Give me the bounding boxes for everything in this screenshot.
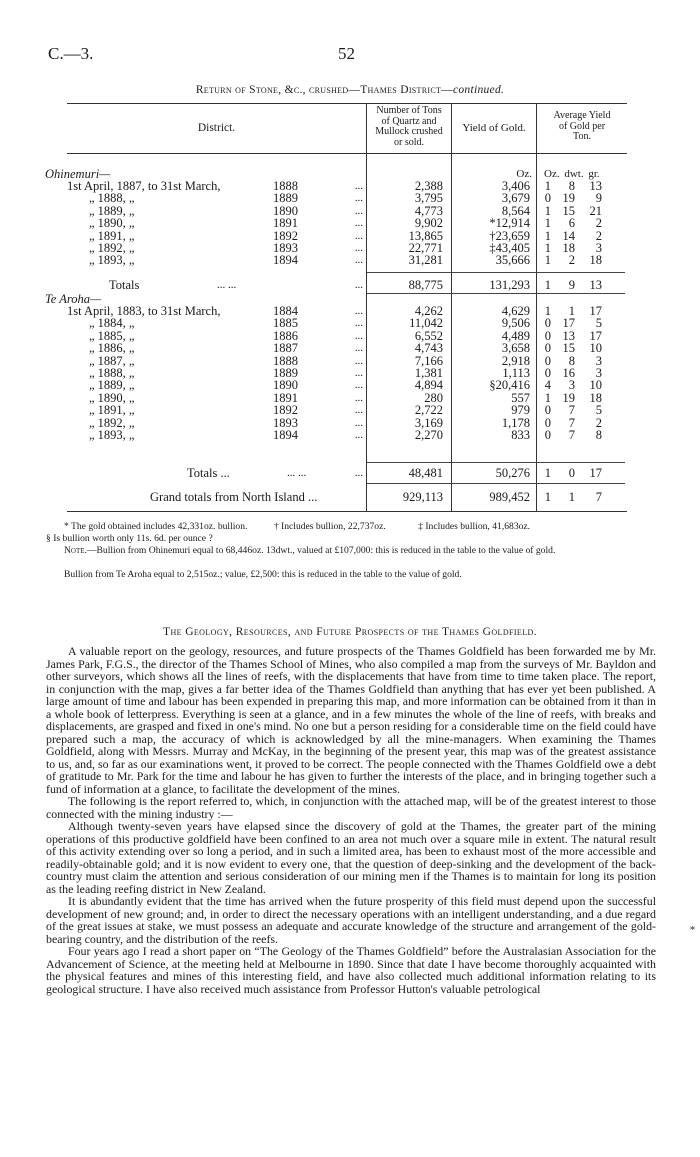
totals-tons: 48,481: [408, 466, 443, 480]
col-header-tons-line: of Quartz and: [381, 115, 437, 127]
row-avg-oz: 0: [544, 353, 551, 368]
row-year-end: 1890: [273, 203, 298, 218]
row-year-end: 1887: [273, 341, 298, 356]
row-avg-oz: 1: [544, 304, 551, 318]
row-gold: 833: [511, 428, 530, 442]
row-tons: 4,894: [414, 378, 443, 393]
col-header-gold: Yield of Gold.: [462, 122, 526, 134]
return-table: [45, 103, 627, 512]
row-year-end: 1886: [273, 328, 298, 343]
col-header-tons-line: or sold.: [394, 136, 424, 148]
row-avg-oz: 1: [544, 241, 551, 255]
row-avg-oz: 1: [544, 390, 551, 405]
paragraph: Although twenty-seven years have elapsed since the discovery of gold at the Thames, the greater part of the mining operations of this productive goldfield have been confined to an area not much over a square mile in extent. The natural result of this activity extending over so long a period, and in such a limited area, has been to exhaust most of the more accessible and readily-obtainable gold; and it is now evident to every one, that the question of deep-sinking and the development of the back-country must claim the attention and serious consideration of our mining men if the Thames is to maintain for long its position as the leading reefing district in New Zealand.: [46, 819, 656, 896]
row-tons: 4,743: [414, 341, 443, 356]
row-avg-gr: 18: [589, 390, 602, 405]
grand-totals-label: Grand totals from North Island ...: [150, 490, 318, 504]
totals-dwt: 0: [568, 466, 575, 480]
row-avg-oz: 1: [544, 179, 551, 193]
table-top-rule: [67, 103, 627, 104]
col-header-district: District.: [197, 122, 236, 134]
row-avg-oz: 0: [544, 316, 551, 331]
row-year-end: 1884: [273, 304, 298, 318]
row-gold: §20,416: [489, 378, 530, 393]
totals-gr: 13: [589, 278, 602, 292]
footnote-note-2: Bullion from Te Aroha equal to 2,515oz.; value, £2,500: this is reduced in the table to the value of gold.: [64, 569, 462, 580]
col-header-tons: [367, 106, 451, 148]
caption-continued: continued.: [452, 84, 505, 96]
row-dots: ...: [354, 404, 363, 417]
row-avg-oz: 4: [544, 378, 551, 393]
col-header-tons-line: Mullock crushed: [375, 126, 443, 137]
row-period: „ 1888, „: [89, 191, 135, 206]
grand-totals-gold: 989,452: [489, 490, 530, 504]
row-avg-dwt: 13: [562, 328, 575, 343]
row-period: „ 1888, „: [89, 366, 135, 380]
row-dots: ...: [354, 279, 363, 291]
totals-dwt: 9: [568, 278, 575, 292]
totals-oz: 1: [544, 278, 551, 292]
footnote-double-dagger: ‡ Includes bullion, 41,683oz.: [418, 521, 531, 532]
row-period: „ 1892, „: [89, 241, 135, 255]
row-dots: ...: [354, 254, 363, 267]
row-year-end: 1894: [273, 428, 298, 442]
row-period: „ 1889, „: [89, 378, 135, 393]
row-gold: 1,113: [502, 366, 530, 380]
row-avg-dwt: 8: [568, 353, 575, 368]
row-avg-oz: 1: [544, 253, 551, 268]
row-avg-gr: 3: [595, 366, 602, 380]
totals-label: Totals ...: [187, 466, 230, 480]
paragraph: Four years ago I read a short paper on “The Geology of the Thames Goldfield” before the Australasian Association for the Advancement of Science, at the meeting held at Melbourne in 1890. Since that date I have become thoroughly acquainted with the physical features and mines of this interesting field, and have also collected much additional information relating to its geological structure. I have also received much assistance from Professor Hutton's valuable petrological: [46, 944, 656, 996]
totals-oz: 1: [544, 466, 551, 480]
section-label-te-aroha: Te Aroha—: [45, 292, 102, 306]
footnote-star: * The gold obtained includes 42,331oz. bullion.: [64, 521, 248, 532]
row-avg-dwt: 7: [568, 415, 575, 430]
row-avg-dwt: 16: [562, 366, 575, 380]
footnote-note: [46, 545, 656, 557]
col-header-tons-line: Number of Tons: [376, 105, 442, 116]
row-gold: 8,564: [501, 203, 530, 218]
row-year-end: 1888: [273, 353, 298, 368]
row-period: „ 1892, „: [89, 415, 135, 430]
note-text: —Bullion from Ohinemuri equal to 68,446oz. 13dwt., valued at £107,000: this is reduced in the table to the value of gold.: [86, 545, 556, 556]
row-year-end: 1891: [273, 216, 298, 231]
totals-gold: 131,293: [489, 278, 530, 292]
subtotal-rule: [367, 483, 625, 484]
row-avg-dwt: 6: [568, 216, 575, 231]
totals-gr: 17: [589, 466, 602, 480]
row-dots: ...: [354, 204, 363, 217]
row-dots: ...: [354, 429, 363, 441]
row-avg-gr: 9: [595, 191, 602, 206]
row-dots: ...: [354, 329, 363, 342]
col-header-avg-line: Ton.: [573, 131, 591, 142]
header-bottom-rule: [67, 153, 627, 154]
row-year-end: 1889: [273, 366, 298, 380]
row-tons: 2,722: [414, 403, 443, 418]
grand-totals-dwt: 1: [568, 490, 575, 504]
section-title: The Geology, Resources, and Future Prospects of the Thames Goldfield.: [163, 626, 537, 638]
row-period: 1st April, 1883, to 31st March,: [67, 304, 221, 318]
subtotal-rule: [367, 462, 625, 463]
row-avg-dwt: 15: [562, 341, 575, 356]
row-period: 1st April, 1887, to 31st March,: [67, 179, 221, 193]
row-avg-oz: 1: [544, 228, 551, 243]
row-avg-gr: 2: [595, 228, 602, 243]
page-number: 52: [338, 44, 355, 63]
row-gold: 2,918: [501, 353, 530, 368]
margin-mark: *: [690, 925, 695, 936]
row-tons: 7,166: [414, 353, 443, 368]
row-avg-gr: 5: [595, 403, 602, 418]
footnote-section: § Is bullion worth only 11s. 6d. per ounce ?: [46, 533, 213, 544]
row-avg-dwt: 17: [562, 316, 575, 331]
row-period: „ 1884, „: [89, 316, 135, 331]
paragraph: A valuable report on the geology, resources, and future prospects of the Thames Goldfield has been forwarded me by Mr. James Park, F.G.S., the director of the Thames School of Mines, who also compiled a map from the surveys of Mr. Bayldon and other surveyors, which shows all the lines of reefs, with the displacements that have from time to time taken place. The report, in conjunction with the map, gives a far better idea of the Thames Goldfield than anything that has ever yet been published. A large amount of time and labour has been expended in preparing this map, and more information can be obtained from it than in a whole book of letterpress. Everything is seen at a glance, and in a few minutes the whole of the line of reefs, with breaks and displacements, are grasped and fixed in one's mind. No one but a person residing for a considerable time on the field could have prepared such a map, the accuracy of which is acknowledged by all the mine-managers. When examining the Thames Goldfield, along with Messrs. Murray and McKay, in the beginning of the present year, this map was of the greatest assistance to us, and, so far as our examinations went, it proved to be correct. The people connected with the Thames Goldfield owe a debt of gratitude to Mr. Park for the time and labour he has given to further the interests of the place, and in bringing together such a fund of information at a glance, to facilitate the development of the mines.: [46, 644, 656, 796]
row-avg-dwt: 7: [568, 428, 575, 442]
row-dots: ...: [354, 342, 363, 355]
row-gold: 557: [511, 390, 530, 405]
row-period: „ 1886, „: [89, 341, 135, 356]
row-avg-dwt: 19: [562, 390, 575, 405]
row-avg-dwt: 14: [562, 228, 575, 243]
row-year-end: 1893: [273, 415, 298, 430]
row-period: „ 1885, „: [89, 328, 135, 343]
row-period: „ 1893, „: [89, 428, 135, 442]
row-tons: 1,381: [414, 366, 443, 380]
row-avg-oz: 0: [544, 341, 551, 356]
row-avg-gr: 2: [595, 216, 602, 231]
row-gold: 3,658: [501, 341, 530, 356]
row-avg-gr: 3: [595, 241, 602, 255]
row-tons: 9,902: [414, 216, 443, 231]
row-year-end: 1893: [273, 241, 298, 255]
footnote-dagger: † Includes bullion, 22,737oz.: [273, 521, 386, 532]
row-avg-oz: 1: [544, 216, 551, 231]
row-gold: 35,666: [495, 253, 530, 268]
row-dots: ...: [354, 317, 363, 330]
row-year-end: 1892: [273, 228, 298, 243]
units-oz: Oz.: [516, 168, 532, 180]
row-period: „ 1887, „: [89, 353, 135, 368]
row-dots: ...: [354, 305, 363, 317]
row-avg-gr: 2: [595, 415, 602, 430]
totals-label: Totals: [109, 278, 140, 292]
row-dots: ...: [354, 391, 363, 404]
row-avg-oz: 0: [544, 366, 551, 380]
row-avg-oz: 1: [544, 203, 551, 218]
row-gold: 979: [511, 403, 530, 418]
row-avg-dwt: 19: [562, 191, 575, 206]
row-dots: ...: [354, 367, 363, 379]
row-tons: 2,270: [414, 428, 443, 442]
row-period: „ 1893, „: [89, 253, 135, 268]
section-label-ohinemuri: Ohinemuri—: [45, 167, 111, 181]
row-dots: ...: [354, 354, 363, 367]
grand-totals-tons: 929,113: [402, 490, 443, 504]
row-tons: 3,795: [414, 191, 443, 206]
grand-totals-oz: 1: [544, 490, 551, 504]
row-period: „ 1889, „: [89, 203, 135, 218]
report-body: [46, 645, 656, 995]
row-gold: ‡43,405: [489, 241, 530, 255]
totals-tons: 88,775: [408, 278, 443, 292]
row-year-end: 1890: [273, 378, 298, 393]
table-bottom-rule: [67, 511, 627, 512]
row-dots: ...: [354, 467, 363, 479]
row-year-end: 1888: [273, 179, 298, 193]
row-tons: 2,388: [414, 179, 443, 193]
row-year-end: 1889: [273, 191, 298, 206]
row-tons: 4,262: [414, 304, 443, 318]
row-avg-gr: 13: [589, 179, 602, 193]
row-avg-dwt: 1: [568, 304, 575, 318]
report-reference: C.—3.: [48, 44, 94, 63]
row-avg-dwt: 15: [562, 203, 575, 218]
row-tons: 13,865: [408, 228, 443, 243]
row-avg-gr: 3: [595, 353, 602, 368]
row-avg-gr: 17: [589, 328, 602, 343]
row-avg-gr: 5: [595, 316, 602, 331]
row-tons: 4,773: [414, 203, 443, 218]
row-tons: 22,771: [408, 241, 443, 255]
row-period: „ 1890, „: [89, 216, 135, 231]
table-caption: [0, 84, 700, 96]
row-gold: *12,914: [489, 216, 530, 231]
note-label: Note.: [64, 545, 87, 556]
row-year-end: 1894: [273, 253, 298, 268]
row-dots: ...: [354, 192, 363, 205]
row-avg-oz: 0: [544, 191, 551, 206]
caption-return: Return: [195, 84, 232, 96]
row-avg-dwt: 2: [568, 253, 575, 268]
row-tons: 31,281: [408, 253, 443, 268]
row-dots: ...: [354, 379, 363, 392]
row-avg-oz: 0: [544, 328, 551, 343]
row-avg-gr: 21: [589, 203, 602, 218]
row-avg-oz: 0: [544, 415, 551, 430]
footnote-line-1: [46, 521, 656, 533]
col-header-avg-line: of Gold per: [558, 120, 606, 132]
totals-dots: ... ...: [287, 467, 307, 479]
row-avg-oz: 0: [544, 403, 551, 418]
row-gold: 4,489: [501, 328, 530, 343]
row-period: „ 1890, „: [89, 390, 135, 405]
col-header-avg: [537, 111, 627, 143]
row-dots: ...: [354, 242, 363, 254]
row-avg-gr: 18: [589, 253, 602, 268]
row-year-end: 1891: [273, 390, 298, 405]
row-avg-dwt: 7: [568, 403, 575, 418]
row-gold: 3,679: [501, 191, 530, 206]
row-period: „ 1891, „: [89, 228, 135, 243]
row-avg-dwt: 18: [562, 241, 575, 255]
col-header-avg-line: Average Yield: [553, 110, 611, 121]
row-avg-oz: 0: [544, 428, 551, 442]
totals-gold: 50,276: [495, 466, 530, 480]
row-tons: 280: [424, 390, 443, 405]
row-avg-gr: 17: [589, 304, 602, 318]
row-tons: 11,042: [409, 316, 443, 331]
paragraph: The following is the report referred to, which, in conjunction with the attached map, will be of the greatest interest to those connected with the mining industry :—: [46, 794, 656, 821]
row-tons: 3,169: [414, 415, 443, 430]
row-gold: †23,659: [489, 228, 530, 243]
row-avg-gr: 10: [589, 341, 602, 356]
row-dots: ...: [354, 416, 363, 429]
caption-text: of Stone, &c., crushed—Thames District—: [235, 84, 453, 96]
row-dots: ...: [354, 217, 363, 230]
row-tons: 6,552: [414, 328, 443, 343]
row-dots: ...: [354, 180, 363, 192]
paragraph: It is abundantly evident that the time has arrived when the future prosperity of this field must depend upon the successful development of new ground; and, in order to direct the necessary operations with an intelligent understanding, and a due regard of the great issues at stake, we must possess an adequate and accurate knowledge of the structure and arrangement of the gold-bearing country, and the distribution of the reefs.: [46, 894, 656, 946]
row-year-end: 1892: [273, 403, 298, 418]
row-year-end: 1885: [273, 316, 298, 331]
row-gold: 1,178: [501, 415, 530, 430]
row-avg-dwt: 8: [568, 179, 575, 193]
row-period: „ 1891, „: [89, 403, 135, 418]
row-gold: 9,506: [501, 316, 530, 331]
subtotal-rule: [367, 293, 625, 294]
row-gold: 3,406: [501, 179, 530, 193]
units-avg: Oz. dwt. gr.: [544, 168, 600, 180]
grand-totals-gr: 7: [595, 490, 602, 504]
row-avg-dwt: 3: [568, 378, 575, 393]
subtotal-rule: [367, 272, 625, 273]
row-avg-gr: 8: [595, 428, 602, 442]
row-avg-gr: 10: [589, 378, 602, 393]
totals-dots: ... ...: [217, 279, 237, 291]
row-dots: ...: [354, 229, 363, 242]
row-gold: 4,629: [501, 304, 530, 318]
